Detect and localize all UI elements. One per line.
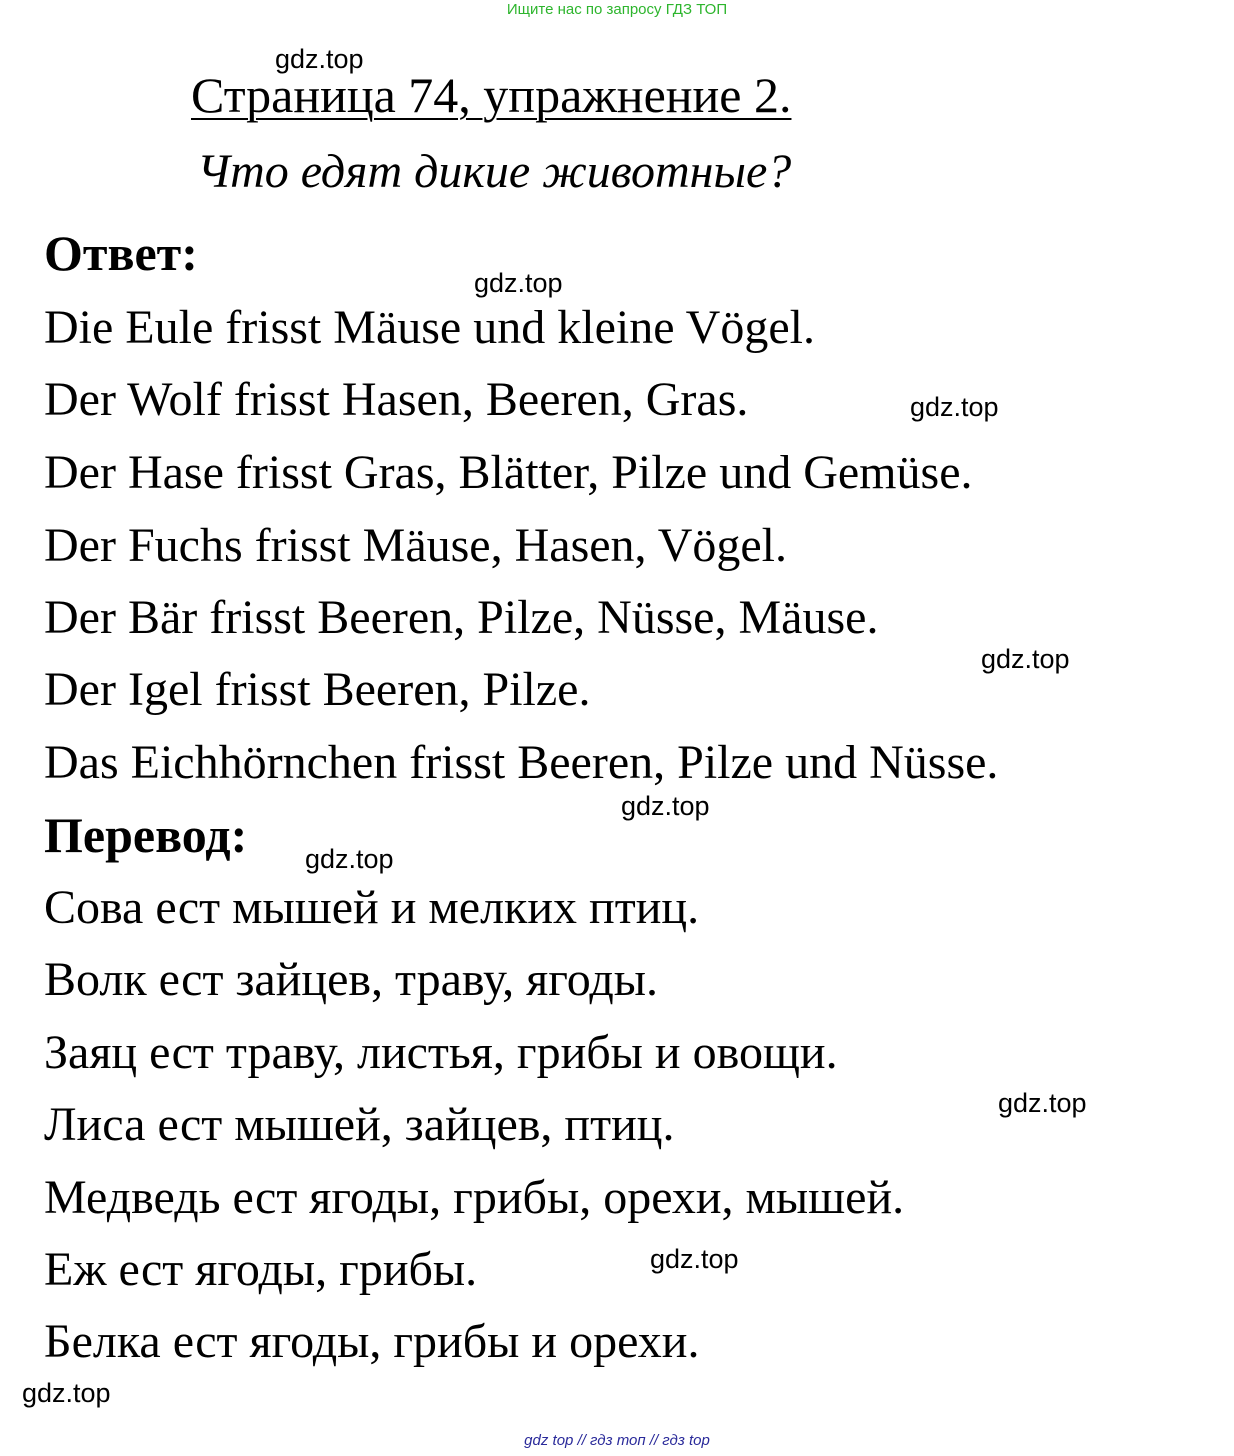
answer-line: Der Bär frisst Beeren, Pilze, Nüsse, Mäuse.	[44, 591, 879, 644]
watermark: gdz.top	[981, 644, 1070, 674]
watermark: gdz.top	[305, 844, 394, 874]
watermark: gdz.top	[275, 44, 364, 74]
translation-line: Белка ест ягоды, грибы и орехи.	[44, 1315, 700, 1368]
answer-line: Das Eichhörnchen frisst Beeren, Pilze und Nüsse.	[44, 736, 999, 789]
translation-heading: Перевод:	[44, 807, 248, 863]
answer-line: Der Wolf frisst Hasen, Beeren, Gras.	[44, 373, 749, 426]
watermark: gdz.top	[22, 1378, 111, 1408]
answer-heading: Ответ:	[44, 225, 198, 281]
top-banner[interactable]: Ищите нас по запросу ГДЗ ТОП	[506, 1, 728, 18]
translation-line: Волк ест зайцев, траву, ягоды.	[44, 953, 658, 1006]
translation-line: Лиса ест мышей, зайцев, птиц.	[44, 1098, 675, 1151]
watermark: gdz.top	[650, 1244, 739, 1274]
translation-line: Еж ест ягоды, грибы.	[44, 1243, 478, 1296]
watermark: gdz.top	[998, 1088, 1087, 1118]
translation-line: Сова ест мышей и мелких птиц.	[44, 881, 700, 934]
translation-line: Медведь ест ягоды, грибы, орехи, мышей.	[44, 1171, 905, 1224]
page-subtitle: Что едят дикие животные?	[197, 145, 792, 198]
translation-line: Заяц ест траву, листья, грибы и овощи.	[44, 1026, 838, 1079]
answer-line: Der Hase frisst Gras, Blätter, Pilze und Gemüse.	[44, 446, 973, 499]
watermark: gdz.top	[910, 392, 999, 422]
answer-line: Der Fuchs frisst Mäuse, Hasen, Vögel.	[44, 519, 787, 572]
page-title: Страница 74, упражнение 2.	[191, 67, 792, 123]
watermark: gdz.top	[474, 268, 563, 298]
footer-links[interactable]: gdz top // гдз топ // гдз top	[524, 1432, 710, 1449]
answer-line: Die Eule frisst Mäuse und kleine Vögel.	[44, 301, 815, 354]
watermark: gdz.top	[621, 791, 710, 821]
answer-line: Der Igel frisst Beeren, Pilze.	[44, 663, 591, 716]
